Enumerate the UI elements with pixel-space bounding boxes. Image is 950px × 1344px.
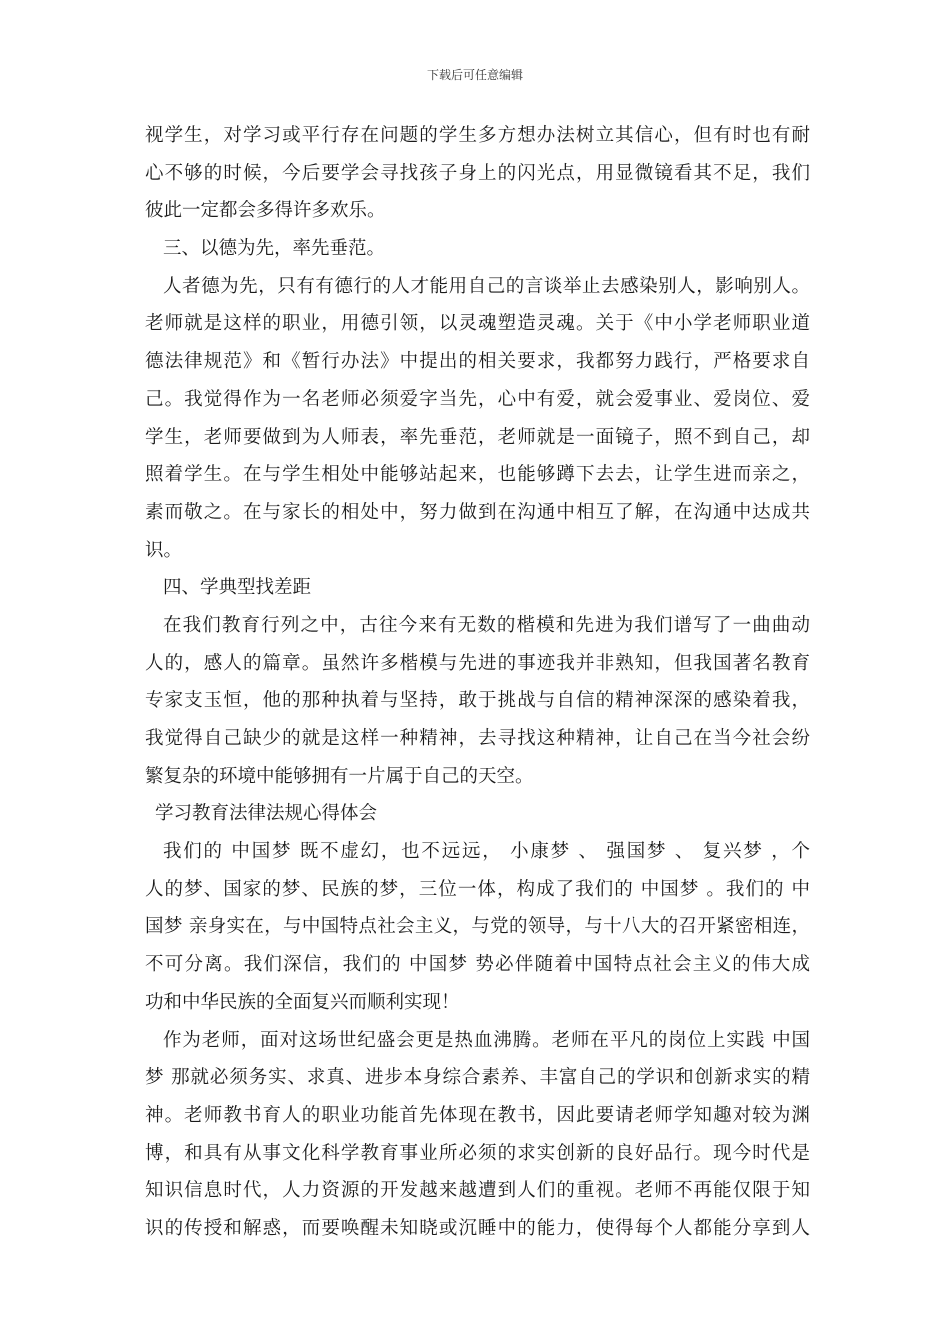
text-line: 国梦 亲身实在，与中国特点社会主义，与党的领导，与十八大的召开紧密相连， (145, 916, 810, 938)
text-line: 照着学生。在与学生相处中能够站起来，也能够蹲下去去，让学生进而亲之， (145, 464, 810, 486)
text-line: 学生，老师要做到为人师表，率先垂范，老师就是一面镜子，照不到自己，却 (145, 426, 810, 448)
section-heading: 四、学典型找差距 (163, 577, 312, 599)
text-line: 识的传授和解惑，而要唤醒未知晓或沉睡中的能力，使得每个人都能分享到人 (145, 1217, 810, 1239)
text-line: 己。我觉得作为一名老师必须爱字当先，心中有爱，就会爱事业、爱岗位、爱 (145, 388, 810, 410)
section-heading: 三、以德为先，率先垂范。 (163, 238, 386, 260)
text-line: 博，和具有从事文化科学教育事业所必须的求实创新的良好品行。现今时代是 (145, 1142, 810, 1164)
text-line: 功和中华民族的全面复兴而顺利实现！ (145, 991, 460, 1013)
text-line: 知识信息时代，人力资源的开发越来越遭到人们的重视。老师不再能仅限于知 (145, 1180, 810, 1202)
text-line: 作为老师，面对这场世纪盛会更是热血沸腾。老师在平凡的岗位上实践 中国 (163, 1029, 810, 1051)
text-line: 梦 那就必须务实、求真、进步本身综合素养、丰富自己的学识和创新求实的精 (145, 1067, 810, 1089)
text-line: 专家支玉恒，他的那种执着与坚持，敢于挑战与自信的精神深深的感染着我， (145, 690, 810, 712)
text-line: 神。老师教书育人的职业功能首先体现在教书，因此要请老师学知趣对较为渊 (145, 1104, 810, 1126)
text-line: 人的，感人的篇章。虽然许多楷模与先进的事迹我并非熟知，但我国著名教育 (145, 652, 810, 674)
text-line: 我们的 中国梦 既不虚幻，也不远远， 小康梦 、 强国梦 、 复兴梦 ，个 (163, 841, 810, 863)
text-line: 在我们教育行列之中，古往今来有无数的楷模和先进为我们谱写了一曲曲动 (163, 614, 810, 636)
text-line: 不可分离。我们深信，我们的 中国梦 势必伴随着中国特点社会主义的伟大成 (145, 954, 810, 976)
document-body (145, 117, 810, 1248)
text-line: 人的梦、国家的梦、民族的梦，三位一体，构成了我们的 中国梦 。我们的 中 (145, 878, 810, 900)
text-line: 繁复杂的环境中能够拥有一片属于自己的天空。 (145, 765, 534, 787)
text-line: 老师就是这样的职业，用德引领，以灵魂塑造灵魂。关于《中小学老师职业道 (145, 313, 810, 335)
page-header-note: 下载后可任意编辑 (426, 68, 523, 82)
text-line: 素而敬之。在与家长的相处中，努力做到在沟通中相互了解，在沟通中达成共 (145, 501, 810, 523)
text-line: 心不够的时候，今后要学会寻找孩子身上的闪光点，用显微镜看其不足，我们 (145, 162, 810, 184)
article-title: 学习教育法律法规心得体会 (155, 803, 378, 825)
text-line: 识。 (145, 539, 183, 561)
text-line: 视学生，对学习或平行存在问题的学生多方想办法树立其信心，但有时也有耐 (145, 125, 810, 146)
text-line: 我觉得自己缺少的就是这样一种精神，去寻找这种精神，让自己在当今社会纷 (145, 728, 810, 749)
text-line: 人者德为先，只有有德行的人才能用自己的言谈举止去感染别人，影响别人。 (163, 275, 810, 297)
text-line: 德法律规范》和《暂行办法》中提出的相关要求，我都努力践行，严格要求自 (145, 351, 810, 373)
text-line: 彼此一定都会多得许多欢乐。 (145, 200, 386, 222)
